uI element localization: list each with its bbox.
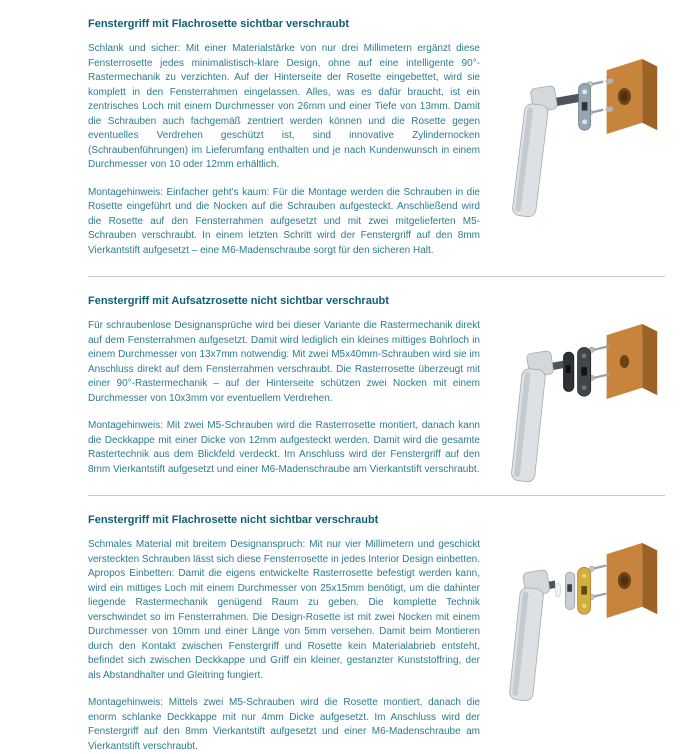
- deckkappe-icon: [565, 572, 574, 610]
- section-aufsatzrosette-nicht-sichtbar: [0, 295, 700, 477]
- wood-block-icon: [607, 543, 658, 618]
- wood-block-icon: [607, 59, 658, 134]
- section-3-montagehinweis: Montagehinweis: Mittels zwei M5-Schrauben wird die Rosette montiert, danach die enorm schlanke Deckkappe mit nur 4mm Dicke aufgesetzt. Im Anschluss wird der Fenstergriff auf den 8mm Vierkantstift aufgesetzt und einer M6-Madenschraube am Vierkantstift verschraubt.: [88, 697, 480, 752]
- kunststoffring-icon: [555, 583, 561, 597]
- section-1-body: Schlank und sicher: Mit einer Materialstärke von nur drei Millimetern ergänzt diese Fensterrosette jedes minimalistisch-klare Design, ohne auf eine intelligente 90°-Rastermechanik zu verzichten. Auf der Hinterseite der Rosette eingebettet, wird sie komplett in den Fensterrahmen eingelassen. Alles, was es dafür braucht, ist ein zentrisches Loch mit einem Durchmesser von 26mm und einer Tiefe von 13mm. Damit die Schrauben auch fachgemäß zentriert werden können und die Rosette gegen eventuelles Verdrehen geschützt ist, sind innovative Zylindernocken (Schraubenführungen) im Lieferumfang enthalten und je nach Kundenwunsch in einem Durchmesser von 10 oder 12mm erhältlich.: [88, 43, 480, 170]
- section-flachrosette-sichtbar: [0, 18, 700, 258]
- section-2-text-column: [88, 295, 480, 477]
- section-2-heading: Fenstergriff mit Aufsatzrosette nicht sichtbar verschraubt: [88, 295, 389, 307]
- section-2-body: Für schraubenlose Designansprüche wird bei dieser Variante die Rastermechanik direkt auf dem Fensterrahmen aufgesetzt. Damit wird lediglich ein kleines mittiges Bohrloch in einem Durchmesser von 13x7mm notwendig: Mit zwei M5x40mm-Schrauben wird sie im Anschluss direkt auf dem Fensterrahmen verschraubt. Die Rasterrosette überzeugt mit einer 90°-Rastermechanik – auf der Hinterseite schützen zwei Nocken mit einem Durchmesser von 10x3mm vor eventuellem Verdrehen.: [88, 320, 480, 404]
- deckkappe-icon: [564, 352, 574, 391]
- screws-icon: [589, 564, 607, 599]
- section-2-montagehinweis: Montagehinweis: Mit zwei M5-Schrauben wird die Rasterrosette montiert, danach kann die Deckkappe mit einer Dicke von 12mm aufgesteckt werden. Damit wird die gesamte Rastertechnik aus dem Blickfeld verdeckt. Im Anschluss wird der Fenstergriff auf den 8mm Vierkantstift aufgesetzt und einer M6-Madenschraube am Vierkantstift verschraubt.: [88, 420, 480, 475]
- section-1-text-column: [88, 18, 480, 258]
- section-3-text-column: [88, 514, 480, 754]
- section-1-montagehinweis: Montagehinweis: Einfacher geht's kaum: Für die Montage werden die Schrauben in die Rosette eingeführt und die Nocken auf die Schrauben aufgesteckt. Anschließend wird die Rosette auf den Fensterrahmen aufgesetzt und mit zwei mitgelieferten M5-Schrauben verschraubt. In einem letzten Schritt wird der Fenstergriff auf den 8mm Vierkantstift aufgesetzt – eine M6-Madenschraube sorgt für den sicheren Halt.: [88, 186, 480, 256]
- rasterrosette-brass-icon: [578, 567, 591, 614]
- section-divider: [88, 276, 665, 277]
- exploded-view-illustration-2: [496, 309, 676, 497]
- exploded-view-illustration-3: [496, 528, 676, 716]
- section-3-body: Schmales Material mit breitem Designanspruch: Mit nur vier Millimetern und geschickt versteckten Schrauben lässt sich diese Fensterrosette in jedes Interior Design einbetten. Apropos Einbetten: Damit die eigens entwickelte Rasterrosette befestigt werden kann, wird ein mittiges Loch mit einem Durchmesser von 25x15mm benötigt, um die dahinter liegende Rastermechanik genügend Raum zu geben. Die komplette Technik verschwindet so im Fensterrahmen. Die Design-Rosette ist mit zwei Nocken mit einem Durchmesser von 10mm und einer Länge von 5mm versehen. Damit beim Montieren durch den Kontakt zwischen Fenstergriff und Rosette kein Materialabrieb entsteht, befindet sich zwischen Deckkappe und Griff ein kleiner, gestanzter Kunststoffring, der als Abstandhalter und Gleitring fungiert.: [88, 539, 480, 681]
- section-flachrosette-nicht-sichtbar: [0, 514, 700, 754]
- exploded-view-illustration-1: [496, 44, 676, 232]
- fenstergriff-icon: [512, 85, 558, 217]
- rasterrosette-icon: [578, 347, 591, 396]
- wood-block-icon: [607, 324, 658, 399]
- section-3-heading: Fenstergriff mit Flachrosette nicht sichtbar verschraubt: [88, 514, 379, 526]
- flachrosette-icon: [579, 83, 591, 130]
- fenstergriff-icon: [511, 350, 554, 482]
- section-1-heading: Fenstergriff mit Flachrosette sichtbar verschraubt: [88, 18, 350, 30]
- fenstergriff-icon: [509, 569, 550, 701]
